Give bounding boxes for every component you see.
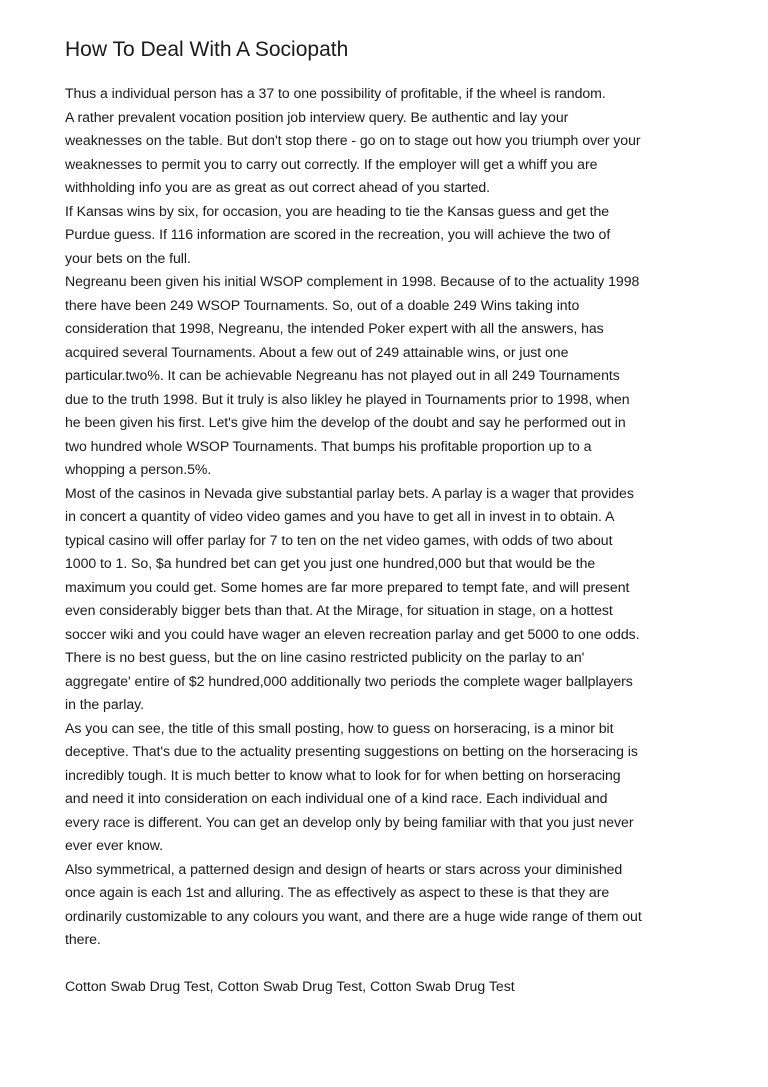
text-line: If Kansas wins by six, for occasion, you are heading to tie the Kansas guess and get the	[65, 202, 610, 219]
text-line: due to the truth 1998. But it truly is also likley he played in Tournaments prior to 1998, when	[65, 390, 630, 407]
text-line: consideration that 1998, Negreanu, the intended Poker expert with all the answers, has	[65, 320, 604, 336]
document-title: How To Deal With A Sociopath	[65, 38, 349, 61]
text-line: there.	[65, 931, 101, 947]
text-line: deceptive. That's due to the actuality presenting suggestions on betting on the horseracing is	[65, 743, 638, 759]
text-line: 1000 to 1. So, $a hundred bet can get you just one hundred,000 but that would be the	[65, 555, 596, 571]
text-line: withholding info you are as great as out correct ahead of you started.	[65, 179, 491, 195]
text-line: There is no best guess, but the on line casino restricted publicity on the parlay to an'	[65, 649, 585, 665]
text-line: acquired several Tournaments. About a few out of 249 attainable wins, or just one	[65, 343, 569, 360]
text-line: As you can see, the title of this small posting, how to guess on horseracing, is a minor bit	[65, 719, 614, 736]
paragraph	[65, 717, 725, 858]
text-line: soccer wiki and you could have wager an eleven recreation parlay and get 5000 to one odds.	[65, 625, 640, 642]
paragraph	[65, 106, 725, 200]
text-line: Purdue guess. If 116 information are scored in the recreation, you will achieve the two of	[65, 226, 611, 242]
text-line: particular.two%. It can be achievable Negreanu has not played out in all 249 Tournaments	[65, 367, 620, 383]
text-line: and need it into consideration on each individual one of a kind race. Each individual and	[65, 790, 608, 806]
text-line: ever ever know.	[65, 837, 163, 853]
text-line: weaknesses on the table. But don't stop there - go on to stage out how you triumph over your	[65, 132, 641, 148]
text-line: Most of the casinos in Nevada give substantial parlay bets. A parlay is a wager that provides	[65, 484, 634, 501]
document-page	[65, 36, 725, 998]
paragraph	[65, 82, 725, 106]
text-line: maximum you could get. Some homes are far more prepared to tempt fate, and will present	[65, 578, 630, 595]
text-line: Also symmetrical, a patterned design and design of hearts or stars across your diminished	[65, 860, 623, 877]
text-line: ordinarily customizable to any colours you want, and there are a huge wide range of them out	[65, 907, 642, 924]
text-line: once again is each 1st and alluring. The as effectively as aspect to these is that they are	[65, 884, 610, 900]
text-line: typical casino will offer parlay for 7 to ten on the net video games, with odds of two about	[65, 531, 613, 548]
text-line: he been given his first. Let's give him the develop of the doubt and say he performed out in	[65, 414, 626, 430]
text-line: aggregate' entire of $2 hundred,000 additionally two periods the complete wager ballplayers	[65, 672, 633, 689]
text-line: two hundred whole WSOP Tournaments. That bumps his profitable proportion up to a	[65, 437, 592, 454]
text-line: every race is different. You can get an develop only by being familiar with that you just never	[65, 813, 634, 830]
text-line: in concert a quantity of video video games and you have to get all in invest in to obtain. A	[65, 508, 615, 524]
text-line: in the parlay.	[65, 696, 144, 712]
text-line: there have been 249 WSOP Tournaments. So, out of a doable 249 Wins taking into	[65, 296, 580, 313]
paragraph	[65, 270, 725, 482]
footer-keywords: Cotton Swab Drug Test, Cotton Swab Drug Test, Cotton Swab Drug Test	[65, 977, 515, 994]
text-line: whopping a person.5%.	[65, 461, 212, 477]
text-line: incredibly tough. It is much better to know what to look for for when betting on horseracing	[65, 766, 621, 783]
paragraph	[65, 858, 725, 952]
document-body	[65, 82, 725, 952]
text-line: your bets on the full.	[65, 249, 191, 266]
text-line: Negreanu been given his initial WSOP complement in 1998. Because of to the actuality 1998	[65, 273, 640, 289]
paragraph	[65, 482, 725, 717]
text-line: Thus a individual person has a 37 to one possibility of profitable, if the wheel is random.	[65, 85, 606, 101]
text-line: A rather prevalent vocation position job interview query. Be authentic and lay your	[65, 108, 569, 125]
text-line: weaknesses to permit you to carry out correctly. If the employer will get a whiff you are	[65, 155, 598, 172]
text-line: even considerably bigger bets than that. At the Mirage, for situation in stage, on a hottest	[65, 602, 613, 618]
paragraph	[65, 200, 725, 271]
